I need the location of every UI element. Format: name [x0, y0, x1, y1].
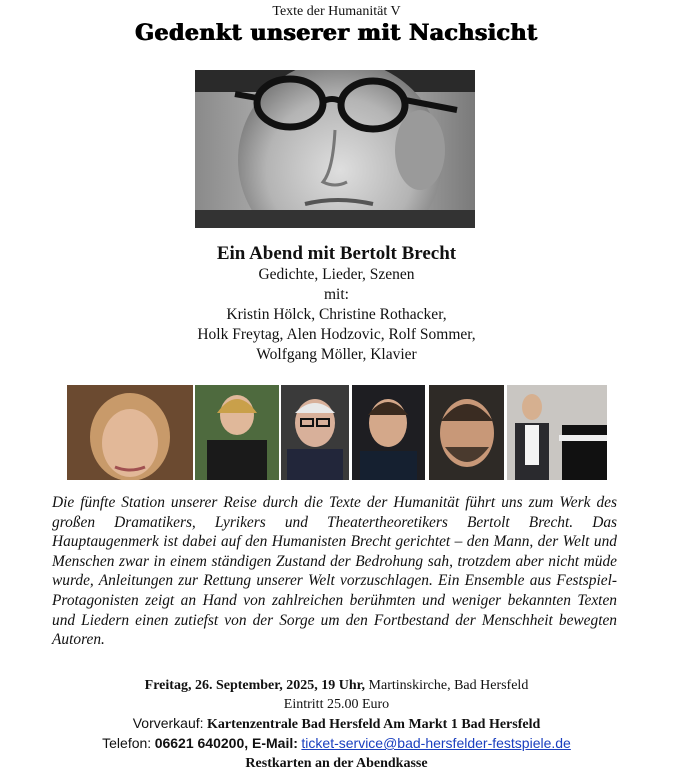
phone-number: 06621 640200, E-Mail: [154, 735, 298, 751]
cast-intro: mit: [324, 286, 349, 303]
presale-label: Vorverkauf: [132, 715, 204, 731]
cast-line: Kristin Hölck, Christine Rothacker, [226, 306, 447, 323]
ensemble-photo [195, 385, 279, 480]
brecht-portrait-image [195, 70, 475, 228]
event-subtitle: Gedichte, Lieder, Szenen [258, 266, 415, 283]
ensemble-photo [429, 385, 504, 480]
ensemble-photo [67, 385, 193, 480]
series-title: Texte der Humanität V [272, 4, 401, 19]
main-title: Gedenkt unserer mit Nachsicht [135, 20, 538, 46]
box-office-note: Restkarten an der Abendkasse [245, 756, 428, 771]
event-venue: Martinskirche, Bad Hersfeld [368, 678, 529, 693]
ensemble-photo [507, 385, 607, 480]
cast-line: Holk Freytag, Alen Hodzovic, Rolf Sommer, [197, 326, 476, 343]
presale-location: Kartenzentrale Bad Hersfeld Am Markt 1 Bad Hersfeld [207, 717, 541, 732]
event-title: Ein Abend mit Bertolt Brecht [216, 243, 457, 264]
email-link[interactable]: ticket-service@bad-hersfelder-festspiele.de [301, 735, 571, 751]
ensemble-photo [281, 385, 349, 480]
admission-price: Eintritt 25.00 Euro [283, 697, 390, 712]
ensemble-photo [352, 385, 425, 480]
ensemble-photo-strip [67, 385, 607, 480]
event-date-time: Freitag, 26. September, 2025, 19 Uhr, [144, 678, 366, 693]
phone-label: Telefon: [102, 735, 152, 751]
cast-line: Wolfgang Möller, Klavier [256, 346, 417, 363]
event-description: Die fünfte Station unserer Reise durch die Texte der Humanität führt uns zum Werk des großen Dramatikers, Lyrikers und Theatertheoretikers Bertolt Brecht. Das Hauptaugenmerk ist dabei auf den Humanisten Brecht gerichtet – den Mann, der Welt und Menschen zwar in einem ständigen Zustand der Bedrohung sah, trotzdem aber nicht müde wurde, Anleitungen zur Rettung unserer Welt vorzuschlagen. Ein Ensemble aus Festspiel-Protagonisten zeigt an Hand von zahlreichen berühmten und weniger bekannten Texten und Liedern einen zutiefst von der Sorge um den Fortbestand der Menschheit bewegten Autoren. [52, 494, 617, 649]
